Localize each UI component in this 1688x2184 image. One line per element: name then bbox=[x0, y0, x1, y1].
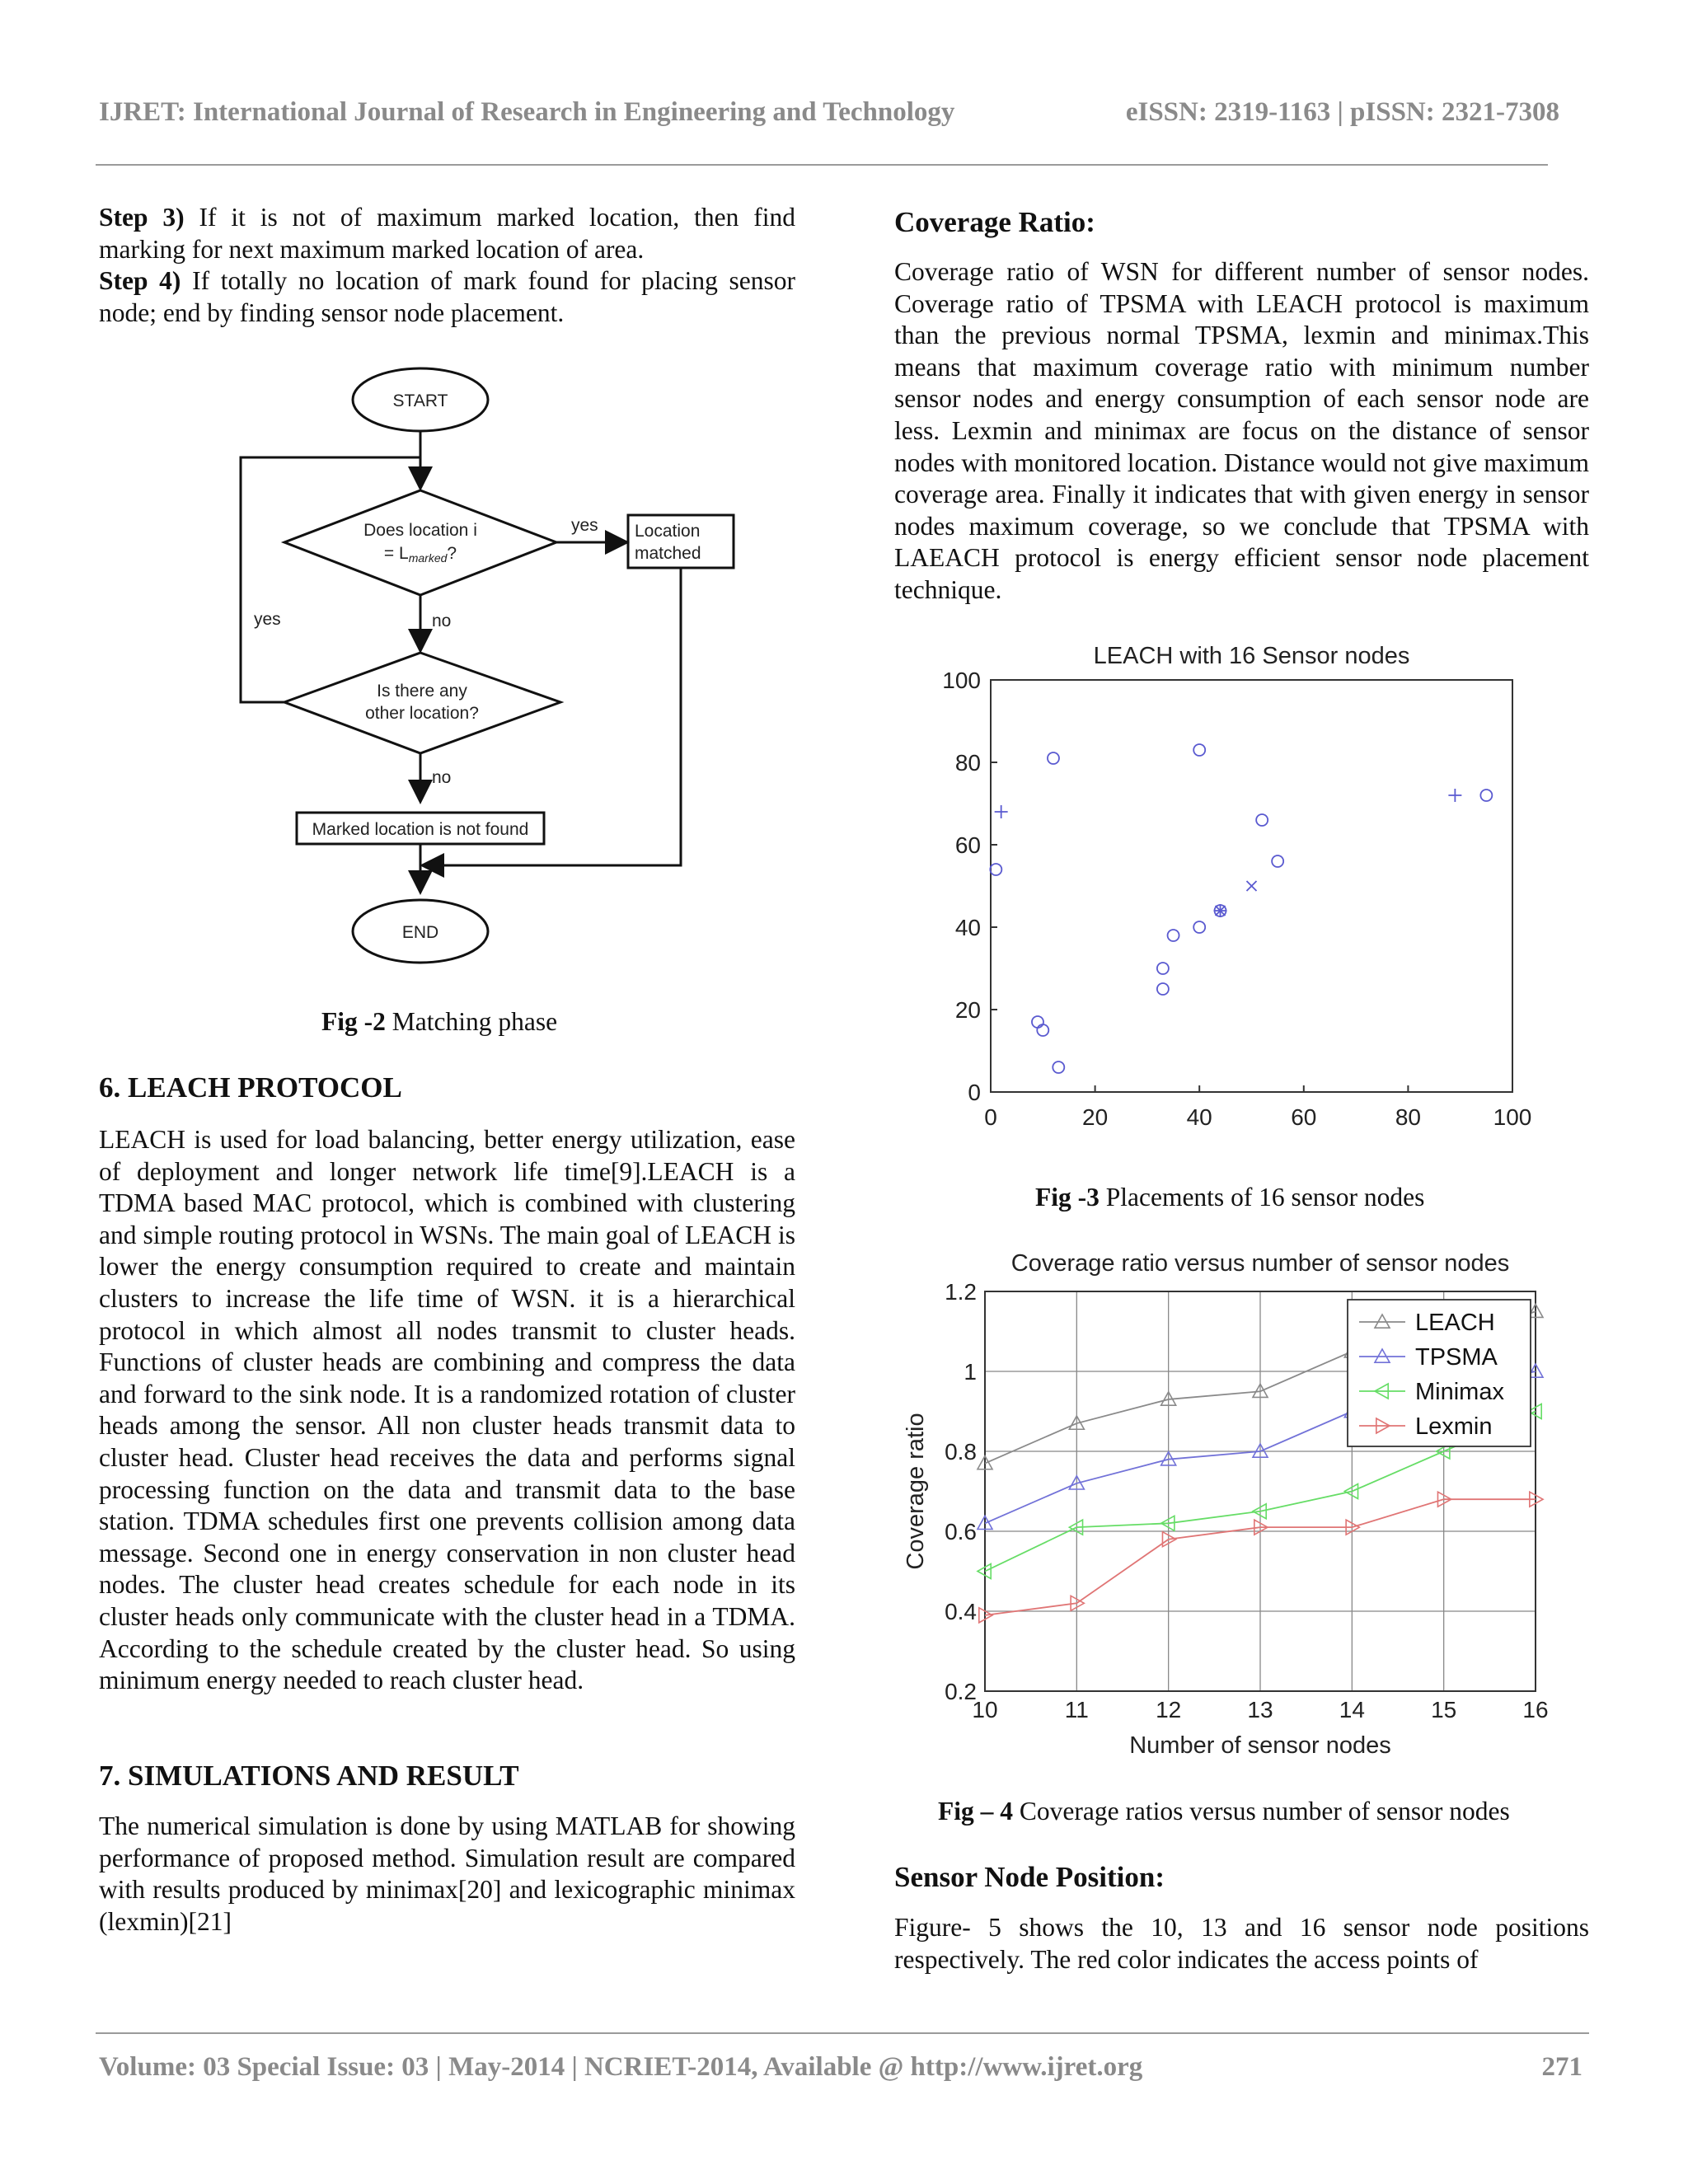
step4-text: If totally no location of mark found for placing sensor node; end by finding sensor node placement. bbox=[99, 266, 796, 327]
scatter-ytick-label: 0 bbox=[968, 1080, 981, 1105]
scatter-ytick-label: 80 bbox=[954, 750, 981, 776]
fig3-caption: Fig -3 Placements of 16 sensor nodes bbox=[1035, 1183, 1425, 1212]
line-xtick-label: 14 bbox=[1339, 1697, 1365, 1722]
legend-label: LEACH bbox=[1415, 1310, 1495, 1336]
page-header bbox=[99, 97, 1559, 128]
location-matched-1: Location bbox=[635, 522, 701, 541]
scatter-point-circle bbox=[1168, 930, 1179, 941]
scatter-xtick-label: 100 bbox=[1493, 1104, 1532, 1130]
matching-flowchart bbox=[231, 354, 791, 981]
scatter-point-plus bbox=[995, 805, 1008, 818]
decision2-line2: other location? bbox=[365, 704, 479, 723]
scatter-point-circle bbox=[1480, 790, 1492, 801]
line-ytick-label: 1 bbox=[964, 1359, 977, 1385]
step4-label: Step 4) bbox=[99, 266, 181, 296]
scatter-point-plus bbox=[1448, 789, 1461, 802]
not-found-label: Marked location is not found bbox=[312, 820, 529, 839]
scatter-point-circle bbox=[1037, 1024, 1048, 1036]
journal-title: IJRET: International Journal of Research in Engineering and Technology bbox=[99, 97, 955, 127]
legend-label: Minimax bbox=[1415, 1379, 1504, 1405]
decision1-line1: Does location i bbox=[363, 521, 477, 540]
yes-right-label: yes bbox=[571, 516, 598, 535]
scatter-point-circle bbox=[1048, 752, 1059, 764]
coverage-title: Coverage Ratio: bbox=[894, 206, 1095, 238]
footer-text: Volume: 03 Special Issue: 03 | May-2014 | NCRIET-2014, Available @ http://www.ijret.org bbox=[99, 2052, 1143, 2082]
location-matched-2: matched bbox=[635, 544, 701, 563]
line-xtick-label: 10 bbox=[972, 1697, 998, 1722]
header-rule bbox=[96, 164, 1548, 166]
steps-block bbox=[99, 202, 795, 329]
scatter-chart bbox=[923, 630, 1558, 1133]
sec7-text: The numerical simulation is done by using MATLAB for showing performance of proposed method. Simulation result are compared with results produced by minimax[20] and lexicographic minimax (lexmin)[21] bbox=[99, 1811, 795, 1936]
decision2-line1: Is there any bbox=[377, 682, 467, 701]
scatter-xtick-label: 80 bbox=[1395, 1104, 1421, 1130]
sec7-body bbox=[99, 1811, 795, 1938]
scatter-point-circle bbox=[1193, 744, 1205, 756]
scatter-title: LEACH with 16 Sensor nodes bbox=[1093, 643, 1410, 669]
sensor-title: Sensor Node Position: bbox=[894, 1861, 1165, 1893]
footer-rule bbox=[96, 2032, 1589, 2034]
scatter-point-circle bbox=[1157, 963, 1169, 974]
line-ytick-label: 0.4 bbox=[945, 1599, 977, 1624]
issn: eISSN: 2319-1163 | pISSN: 2321-7308 bbox=[1125, 97, 1559, 127]
sec6-body bbox=[99, 1124, 795, 1697]
sec6-text: LEACH is used for load balancing, better energy utilization, ease of deployment and longer network life time[9].LEACH is a TDMA based MAC protocol, which is combined with clustering and simple routing protocol in WSNs. The main goal of LEACH is lower the energy consumption required to create and maintain clusters to increase the life time of WSN. it is a hierarchical protocol in which almost all nodes transmit to cluster heads. Functions of cluster heads are combining and compress the data and forward to the sink node. It is a randomized rotation of cluster heads among the sensor. All non cluster heads transmit data to cluster head. Cluster head receives the data and performs signal processing function on the data and transmit data to the base station. TDMA schedules first one prevents collision among data message. Second one in energy conservation in non cluster head nodes. The cluster head creates schedule for each node in its cluster heads only communicate with the cluster head in a TDMA. According to the schedule created by the cluster head. So using minimum energy needed to reach cluster head. bbox=[99, 1125, 795, 1695]
line-ylabel: Coverage ratio bbox=[903, 1413, 929, 1570]
line-title: Coverage ratio versus number of sensor nodes bbox=[1010, 1250, 1510, 1277]
scatter-point-circle bbox=[1193, 921, 1205, 933]
scatter-point-circle bbox=[1053, 1062, 1064, 1073]
scatter-xtick-label: 20 bbox=[1082, 1104, 1109, 1130]
scatter-point-circle bbox=[1272, 855, 1283, 867]
line-xtick-label: 15 bbox=[1431, 1697, 1457, 1722]
sensor-body bbox=[894, 1912, 1589, 1975]
legend-label: TPSMA bbox=[1415, 1344, 1498, 1371]
no2-label: no bbox=[432, 768, 452, 787]
coverage-line-chart bbox=[898, 1240, 1566, 1768]
decision1-line2: = Lmarked? bbox=[383, 544, 457, 565]
scatter-point-circle bbox=[1256, 814, 1268, 826]
line-xlabel: Number of sensor nodes bbox=[1129, 1732, 1391, 1759]
coverage-body bbox=[894, 256, 1589, 607]
sec6-title: 6. LEACH PROTOCOL bbox=[99, 1071, 402, 1104]
scatter-xtick-label: 40 bbox=[1186, 1104, 1212, 1130]
fig2-caption: Fig -2 Matching phase bbox=[321, 1007, 558, 1036]
yes-left-label: yes bbox=[254, 610, 281, 629]
line-xtick-label: 16 bbox=[1522, 1697, 1549, 1722]
coverage-text: Coverage ratio of WSN for different number of sensor nodes. Coverage ratio of TPSMA with LEACH protocol is maximum than the previous normal TPSMA, lexmin and minimax.This means that maximum coverage ratio with minimum number sensor nodes and energy consumption of each sensor node are less. Lexmin and minimax are focus on the distance of sensor nodes with monitored location. Distance would not give maximum coverage area. Finally it indicates that with given energy in sensor nodes maximum coverage, so we conclude that TPSMA with LAEACH protocol is energy efficient sensor node placement technique. bbox=[894, 257, 1589, 604]
line-ytick-label: 0.8 bbox=[945, 1439, 977, 1465]
step3-label: Step 3) bbox=[99, 203, 185, 232]
scatter-point-circle bbox=[1032, 1016, 1043, 1028]
scatter-point-cross bbox=[1247, 881, 1257, 891]
end-label: END bbox=[401, 923, 439, 942]
scatter-ytick-label: 20 bbox=[954, 997, 981, 1023]
scatter-point-circle bbox=[1157, 983, 1169, 995]
line-ytick-label: 0.6 bbox=[945, 1519, 977, 1544]
sensor-text: Figure- 5 shows the 10, 13 and 16 sensor node positions respectively. The red color indicates the access points of bbox=[894, 1913, 1589, 1974]
page-number: 271 bbox=[1541, 2052, 1582, 2082]
decision-other-location bbox=[284, 653, 560, 753]
scatter-ytick-label: 40 bbox=[954, 915, 981, 940]
decision-location-match bbox=[284, 490, 556, 595]
legend-label: Lexmin bbox=[1415, 1413, 1493, 1440]
no1-label: no bbox=[432, 612, 452, 630]
scatter-ytick-label: 60 bbox=[954, 832, 981, 858]
scatter-xtick-label: 60 bbox=[1291, 1104, 1317, 1130]
line-xtick-label: 11 bbox=[1064, 1697, 1089, 1722]
step3-text: If it is not of maximum marked location, then find marking for next maximum marked location of area. bbox=[99, 203, 795, 264]
sec7-title: 7. SIMULATIONS AND RESULT bbox=[99, 1760, 519, 1792]
line-ytick-label: 1.2 bbox=[945, 1279, 977, 1305]
line-xtick-label: 12 bbox=[1156, 1697, 1182, 1722]
page-footer bbox=[99, 2052, 1582, 2083]
scatter-xtick-label: 0 bbox=[984, 1104, 997, 1130]
start-label: START bbox=[392, 391, 448, 410]
fig4-caption: Fig – 4 Coverage ratios versus number of sensor nodes bbox=[938, 1797, 1510, 1825]
scatter-ytick-label: 100 bbox=[942, 668, 981, 693]
scatter-point-circle bbox=[990, 864, 1001, 875]
line-xtick-label: 13 bbox=[1247, 1697, 1273, 1722]
line-ytick-label: 0.2 bbox=[945, 1679, 977, 1704]
